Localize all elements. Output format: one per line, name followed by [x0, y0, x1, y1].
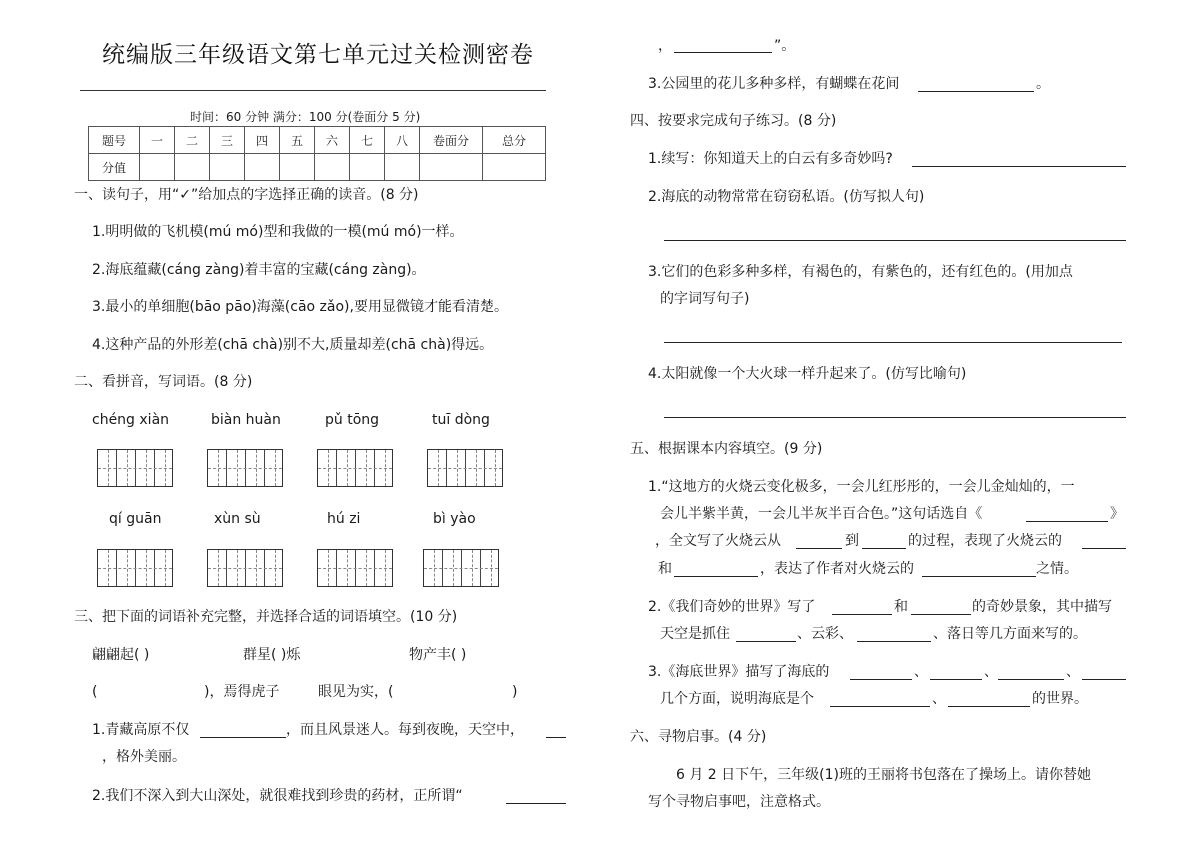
answer-line[interactable]	[1082, 548, 1126, 549]
s3-q1-text: ，格外美丽。	[102, 749, 186, 765]
idiom-phrase: )，焉得虎子	[204, 684, 280, 700]
s1-item: 3.最小的单细胞(bāo pāo)海藻(cāo zǎo),要用显微镜才能看清楚。	[92, 299, 508, 315]
answer-line[interactable]	[998, 679, 1064, 680]
s5-q2-text: 和	[894, 599, 908, 615]
s4-q3-text: 的字词写句子)	[660, 291, 750, 307]
score-header-cell: 四	[245, 127, 280, 154]
score-cell[interactable]	[280, 154, 315, 181]
score-header-cell: 题号	[89, 127, 140, 154]
s5-q3-text: 、	[932, 691, 946, 707]
writing-grid[interactable]	[427, 449, 503, 487]
pinyin-label: hú zi	[327, 511, 361, 527]
writing-grid[interactable]	[207, 549, 283, 587]
score-table	[88, 126, 546, 181]
s5-q2-text: 天空是抓住	[660, 626, 730, 642]
pinyin-label: chéng xiàn	[92, 412, 170, 428]
score-cell[interactable]	[210, 154, 245, 181]
idiom-blank[interactable]: 翩翩起( )	[92, 647, 150, 663]
answer-line[interactable]	[664, 417, 1126, 418]
answer-line[interactable]	[674, 52, 772, 53]
pinyin-label: xùn sù	[214, 511, 261, 527]
score-header-cell: 六	[315, 127, 350, 154]
s3-q1-text: 1.青藏高原不仅	[92, 722, 190, 738]
score-cell[interactable]	[385, 154, 420, 181]
score-table-value-row	[89, 154, 546, 181]
s5-q2-text: 、落日等几方面来写的。	[933, 626, 1087, 642]
score-cell[interactable]	[315, 154, 350, 181]
answer-line[interactable]	[664, 342, 1122, 343]
score-cell[interactable]	[175, 154, 210, 181]
answer-line[interactable]	[1026, 521, 1108, 522]
score-header-cell: 卷面分	[420, 127, 483, 154]
s4-q2-text: 2.海底的动物常常在窃窃私语。(仿写拟人句)	[648, 189, 925, 205]
answer-line[interactable]	[1082, 679, 1126, 680]
answer-line[interactable]	[796, 548, 842, 549]
title-rule	[80, 90, 546, 91]
section-4-heading: 四、按要求完成句子练习。(8 分)	[630, 113, 837, 129]
answer-line[interactable]	[736, 641, 796, 642]
idiom-close-paren: )	[512, 684, 518, 700]
pinyin-label: biàn huàn	[211, 412, 281, 428]
score-cell[interactable]	[483, 154, 546, 181]
s6-paragraph: 6 月 2 日下午，三年级(1)班的王丽将书包落在了操场上。请你替她	[676, 767, 1091, 783]
answer-line[interactable]	[862, 548, 906, 549]
answer-line[interactable]	[948, 706, 1030, 707]
s5-q1-text: ，表达了作者对火烧云的	[760, 561, 914, 577]
s5-q3-text: 的世界。	[1032, 691, 1088, 707]
idiom-phrase: 眼见为实，(	[318, 684, 394, 700]
s4-q3-text: 3.它们的色彩多种多样，有褐色的，有紫色的，还有红色的。(用加点	[648, 264, 1073, 280]
section-3-heading: 三、把下面的词语补充完整，并选择合适的词语填空。(10 分)	[74, 609, 458, 625]
answer-line[interactable]	[857, 641, 931, 642]
pinyin-label: pǔ tōng	[325, 412, 380, 428]
answer-line[interactable]	[850, 679, 912, 680]
s5-q1-text: 和	[658, 561, 672, 577]
answer-line[interactable]	[200, 737, 286, 738]
s5-q3-sep: 、	[914, 664, 928, 680]
score-header-cell: 一	[140, 127, 175, 154]
s5-q3-sep: 、	[984, 664, 998, 680]
answer-line[interactable]	[922, 576, 1036, 577]
s3-q1-text: ，而且风景迷人。每到夜晚，天空中，	[286, 722, 524, 738]
s4-q4-text: 4.太阳就像一个大火球一样升起来了。(仿写比喻句)	[648, 366, 967, 382]
section-2-heading: 二、看拼音，写词语。(8 分)	[74, 374, 253, 390]
answer-line[interactable]	[674, 576, 758, 577]
continued-comma: ，	[658, 38, 672, 54]
s5-q1-text: 之情。	[1036, 561, 1078, 577]
s4-q1-text: 1.续写：你知道天上的白云有多奇妙吗?	[648, 151, 893, 167]
answer-line[interactable]	[911, 614, 971, 615]
idiom-open-paren: (	[92, 684, 98, 700]
score-header-cell: 七	[350, 127, 385, 154]
page-title: 统编版三年级语文第七单元过关检测密卷	[102, 42, 534, 68]
continued-quote-end: ”。	[774, 38, 796, 54]
answer-line[interactable]	[832, 614, 892, 615]
score-header-cell: 二	[175, 127, 210, 154]
s3-q2-text: 2.我们不深入到大山深处，就很难找到珍贵的药材，正所谓“	[92, 788, 463, 804]
s1-item: 4.这种产品的外形差(chā chà)别不大,质量却差(chā chà)得远。	[92, 337, 494, 353]
answer-line[interactable]	[918, 91, 1034, 92]
score-cell[interactable]	[420, 154, 483, 181]
writing-grid[interactable]	[97, 549, 173, 587]
score-header-cell: 五	[280, 127, 315, 154]
section-1-heading: 一、读句子，用“✓”给加点的字选择正确的读音。(8 分)	[74, 187, 419, 203]
s5-q3-text: 几个方面，说明海底是个	[660, 691, 814, 707]
s5-q2-text: 、云彩、	[797, 626, 853, 642]
score-header-cell: 总分	[483, 127, 546, 154]
score-header-cell: 八	[385, 127, 420, 154]
answer-line[interactable]	[912, 166, 1126, 167]
score-row-label: 分值	[89, 154, 140, 181]
section-6-heading: 六、寻物启事。(4 分)	[630, 729, 767, 745]
answer-line[interactable]	[546, 737, 566, 738]
writing-grid[interactable]	[317, 549, 393, 587]
writing-grid[interactable]	[207, 449, 283, 487]
s5-q2-text: 2.《我们奇妙的世界》写了	[648, 599, 816, 615]
s1-item: 2.海底蕴藏(cáng zàng)着丰富的宝藏(cáng zàng)。	[92, 262, 426, 278]
idiom-blank[interactable]: 群星( )烁	[243, 647, 301, 663]
s5-q3-text: 3.《海底世界》描写了海底的	[648, 664, 830, 680]
writing-grid[interactable]	[97, 449, 173, 487]
s5-q1-text: 》	[1110, 506, 1124, 522]
s5-q1-text: 到	[845, 533, 859, 549]
pinyin-label: qí guān	[109, 511, 162, 527]
score-header-cell: 三	[210, 127, 245, 154]
exam-info: 时间：60 分钟 满分：100 分(卷面分 5 分)	[190, 110, 421, 124]
s5-q1-text: 1.“这地方的火烧云变化极多，一会儿红彤彤的，一会儿金灿灿的，一	[648, 479, 1075, 495]
answer-line[interactable]	[664, 240, 1126, 241]
score-table-header-row	[89, 127, 546, 154]
writing-grid[interactable]	[317, 449, 393, 487]
s5-q3-sep: 、	[1066, 664, 1080, 680]
s3-q3-end: 。	[1036, 76, 1050, 92]
idiom-blank[interactable]: 物产丰( )	[409, 647, 467, 663]
score-cell[interactable]	[245, 154, 280, 181]
s5-q1-text: 的过程，表现了火烧云的	[908, 533, 1062, 549]
answer-line[interactable]	[930, 679, 982, 680]
s1-item: 1.明明做的飞机模(mú mó)型和我做的一模(mú mó)一样。	[92, 224, 464, 240]
answer-line[interactable]	[830, 706, 930, 707]
s5-q1-text: ，全文写了火烧云从	[655, 533, 781, 549]
score-cell[interactable]	[350, 154, 385, 181]
answer-line[interactable]	[506, 803, 566, 804]
pinyin-label: bì yào	[433, 511, 476, 527]
s5-q1-text: 会儿半紫半黄，一会儿半灰半百合色。”这句话选自《	[660, 506, 983, 522]
score-cell[interactable]	[140, 154, 175, 181]
section-5-heading: 五、根据课本内容填空。(9 分)	[630, 441, 823, 457]
s6-paragraph: 写个寻物启事吧，注意格式。	[648, 794, 830, 810]
writing-grid[interactable]	[423, 549, 499, 587]
s5-q2-text: 的奇妙景象，其中描写	[972, 599, 1112, 615]
pinyin-label: tuī dòng	[432, 412, 490, 428]
s3-q3-text: 3.公园里的花儿多种多样，有蝴蝶在花间	[648, 76, 900, 92]
